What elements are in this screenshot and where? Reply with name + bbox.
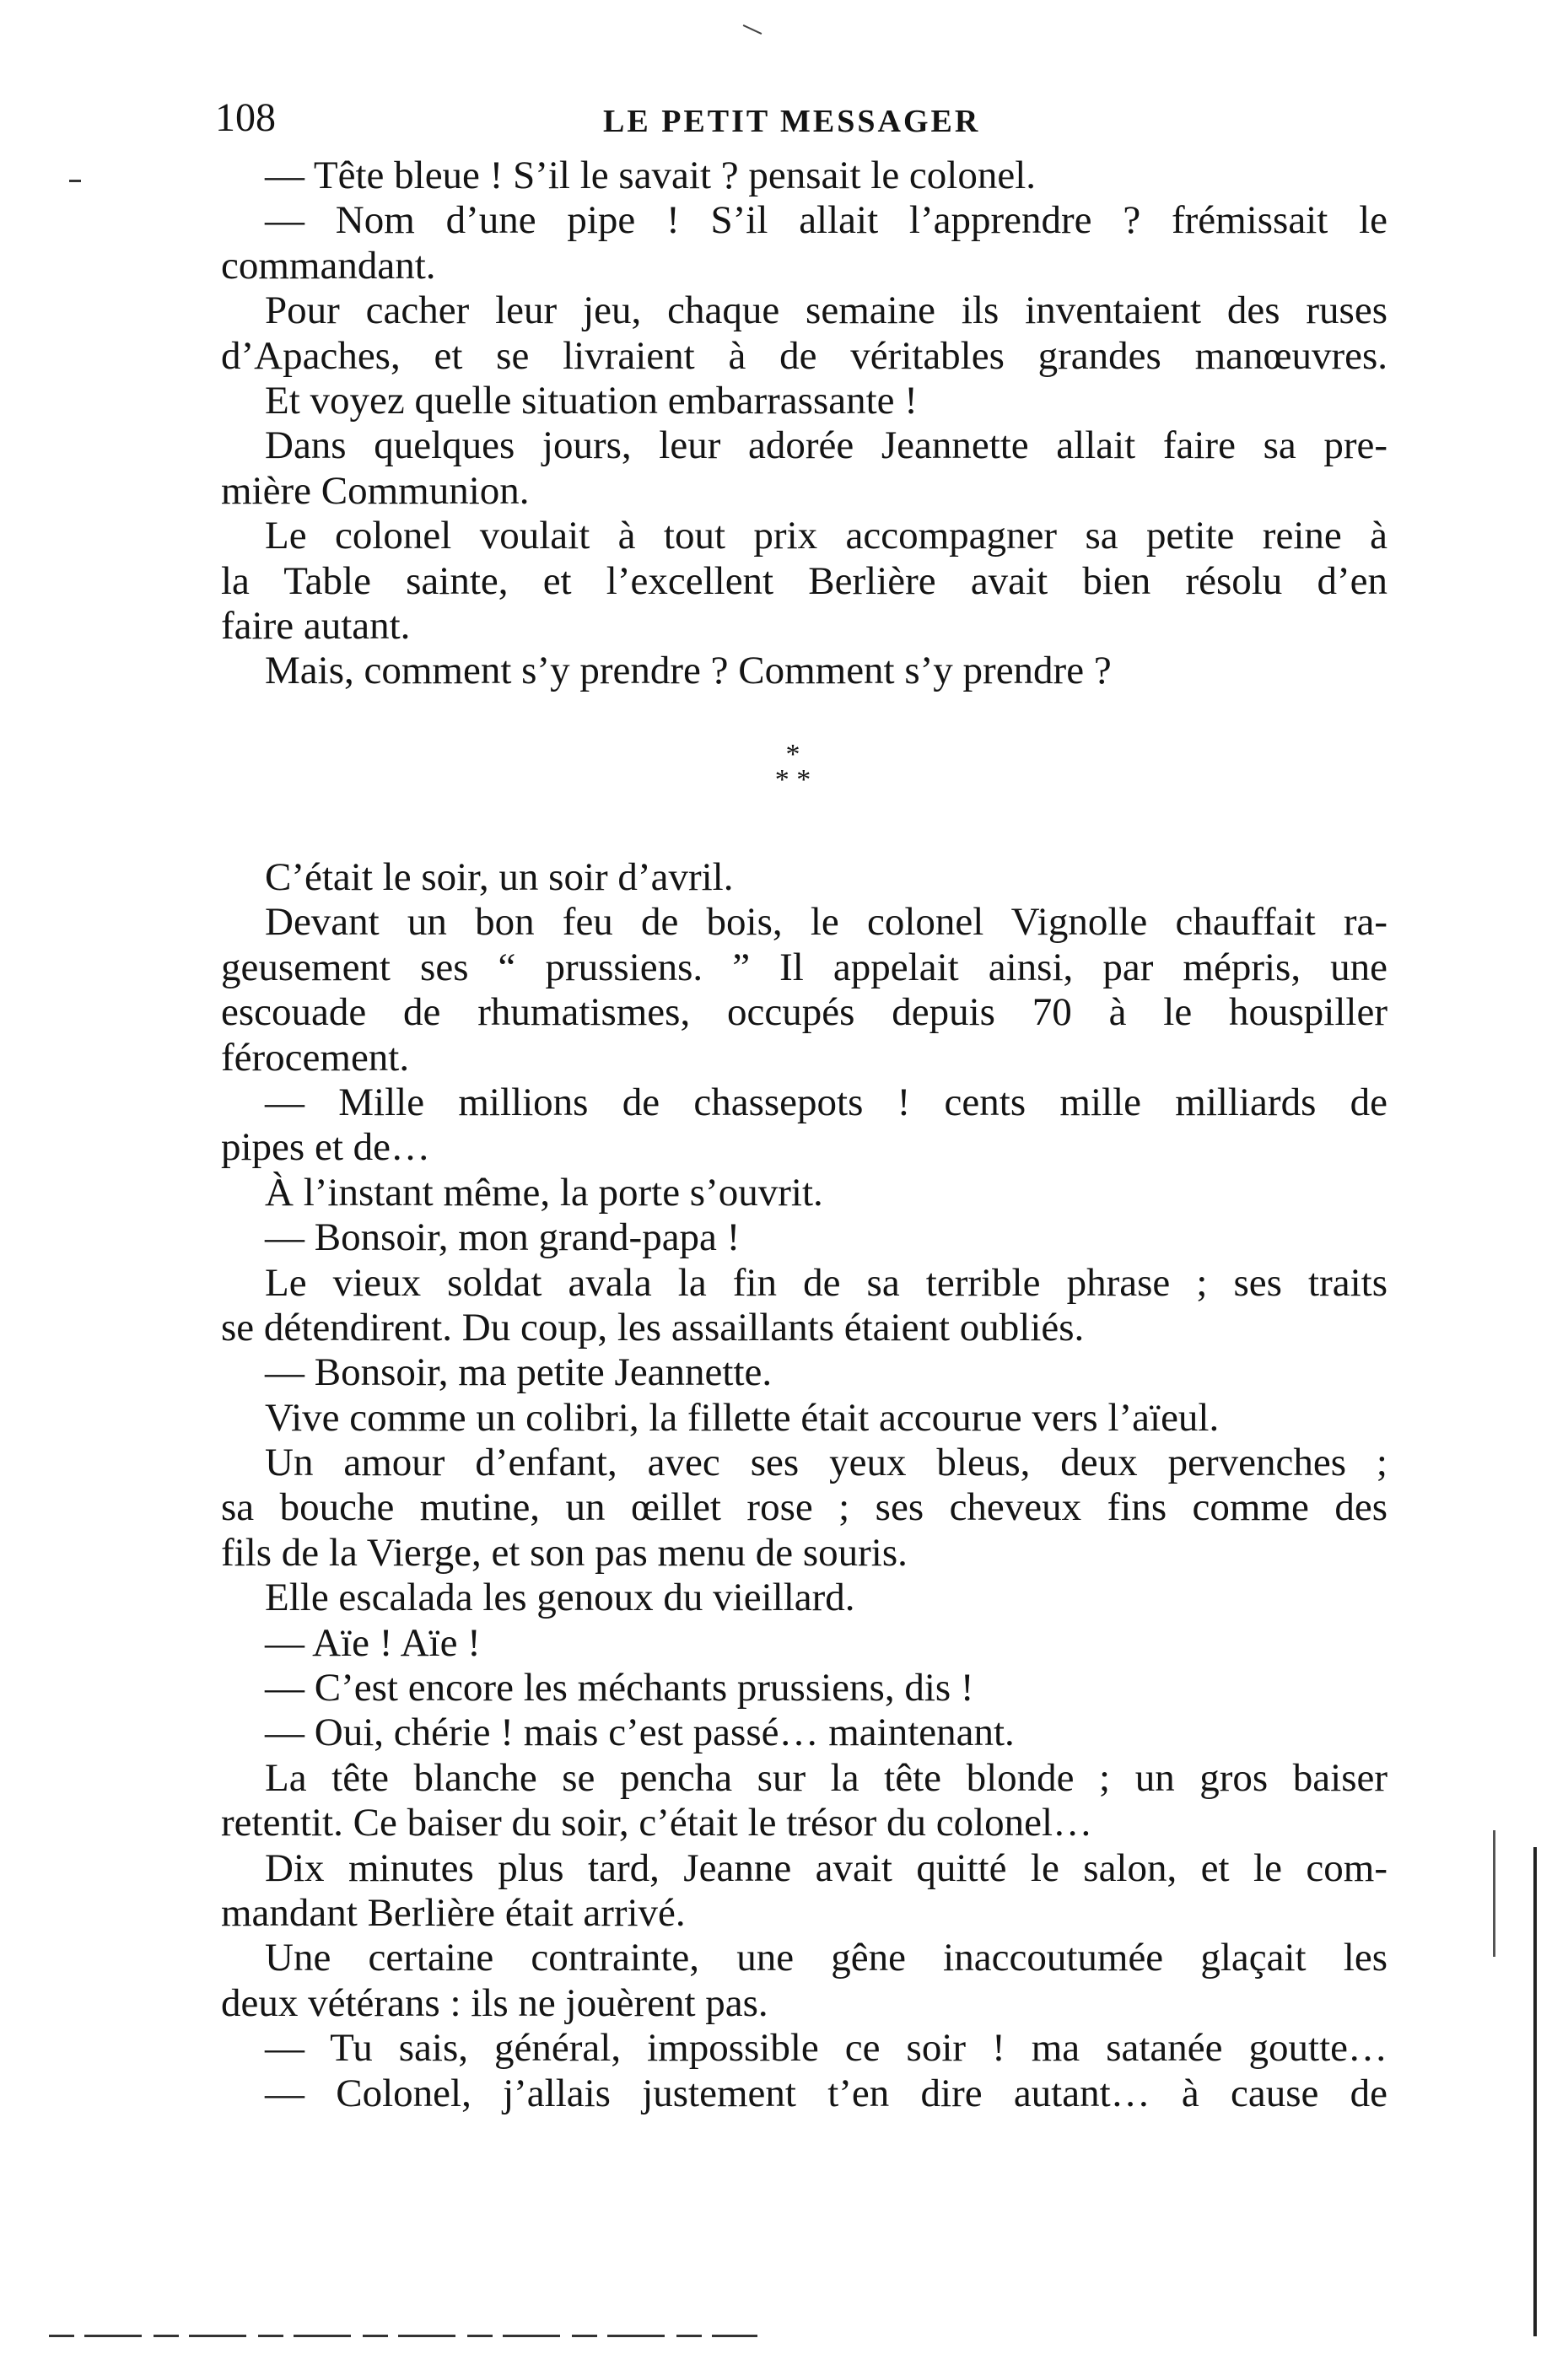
scan-mark-top	[743, 24, 762, 35]
book-title: LE PETIT MESSAGER	[603, 104, 981, 139]
running-head	[215, 93, 1396, 143]
text-line: Le colonel voulait à tout prix accompagner sa petite reine à	[265, 514, 1387, 558]
text-line: À l’instant même, la porte s’ouvrit.	[265, 1170, 823, 1215]
text-line: — Tête bleue ! S’il le savait ? pensait le colonel.	[265, 154, 1037, 197]
text-line: Pour cacher leur jeu, chaque semaine ils inventaient des ruses	[265, 288, 1387, 333]
text-line: — Bonsoir, ma petite Jeannette.	[265, 1350, 773, 1395]
text-line: Une certaine contrainte, une gêne inaccoutumée glaçait les	[265, 1936, 1387, 1980]
text-line: geusement ses “ prussiens. ” Il appelait ainsi, par mépris, une	[221, 945, 1387, 989]
asterism-top: *	[785, 739, 800, 770]
text-line: pipes et de…	[221, 1125, 430, 1170]
text-line: escouade de rhumatismes, occupés depuis 70 à le houspiller	[221, 990, 1387, 1035]
text-line: — Tu sais, général, impossible ce soir ! ma satanée goutte…	[265, 2026, 1387, 2071]
text-line: Dix minutes plus tard, Jeanne avait quitté le salon, et le com-	[265, 1845, 1387, 1890]
text-line: Elle escalada les genoux du vieillard.	[265, 1576, 855, 1620]
text-line: Mais, comment s’y prendre ? Comment s’y prendre ?	[265, 649, 1112, 693]
text-line: La tête blanche se pencha sur la tête blonde ; un gros baiser	[265, 1755, 1387, 1800]
text-line: Vive comme un colibri, la fillette était accourue vers l’aïeul.	[265, 1395, 1220, 1440]
scan-edge-shadow-inner	[1493, 1830, 1495, 1957]
text-line: deux vétérans : ils ne jouèrent pas.	[221, 1980, 768, 2025]
text-line: mandant Berlière était arrivé.	[221, 1890, 686, 1935]
text-line: Devant un bon feu de bois, le colonel Vignolle chauffait ra-	[265, 900, 1387, 945]
text-line: — Bonsoir, mon grand-papa !	[265, 1215, 741, 1260]
asterism-bottom: * *	[774, 764, 811, 795]
scan-mark-left	[69, 180, 81, 182]
text-line: fils de la Vierge, et son pas menu de souris.	[221, 1530, 908, 1575]
text-line: la Table sainte, et l’excellent Berlière avait bien résolu d’en	[221, 558, 1387, 603]
page-number: 108	[215, 95, 276, 140]
text-line: mière Communion.	[221, 468, 530, 513]
text-line: — Nom d’une pipe ! S’il allait l’apprendre ? frémissait le	[265, 198, 1387, 243]
text-line: retentit. Ce baiser du soir, c’était le trésor du colonel…	[221, 1801, 1093, 1845]
scan-bottom-rule	[49, 2335, 757, 2337]
text-section-one	[221, 154, 1387, 694]
text-line: — Aïe ! Aïe !	[265, 1620, 481, 1665]
text-line: Un amour d’enfant, avec ses yeux bleus, deux pervenches ;	[265, 1441, 1387, 1485]
text-line: Dans quelques jours, leur adorée Jeannette allait faire sa pre-	[265, 423, 1387, 468]
text-line: Et voyez quelle situation embarrassante !	[265, 378, 918, 423]
text-line: — Colonel, j’allais justement t’en dire autant… à cause de	[265, 2071, 1387, 2115]
text-line: faire autant.	[221, 603, 411, 648]
text-line: sa bouche mutine, un œillet rose ; ses cheveux fins comme des	[221, 1485, 1387, 1530]
text-section-two	[221, 855, 1387, 2116]
text-line: commandant.	[221, 243, 436, 288]
text-line: C’était le soir, un soir d’avril.	[265, 855, 734, 899]
text-line: — Mille millions de chassepots ! cents mille milliards de	[265, 1080, 1387, 1124]
asterism-separator	[742, 739, 843, 801]
text-line: — C’est encore les méchants prussiens, dis !	[265, 1666, 974, 1710]
scan-edge-shadow	[1533, 1847, 1537, 2336]
text-line: d’Apaches, et se livraient à de véritables grandes manœuvres.	[221, 333, 1387, 378]
text-line: Le vieux soldat avala la fin de sa terrible phrase ; ses traits	[265, 1260, 1387, 1305]
text-line: férocement.	[221, 1035, 410, 1080]
text-line: se détendirent. Du coup, les assaillants étaient oubliés.	[221, 1305, 1085, 1350]
text-line: — Oui, chérie ! mais c’est passé… maintenant.	[265, 1710, 1015, 1755]
